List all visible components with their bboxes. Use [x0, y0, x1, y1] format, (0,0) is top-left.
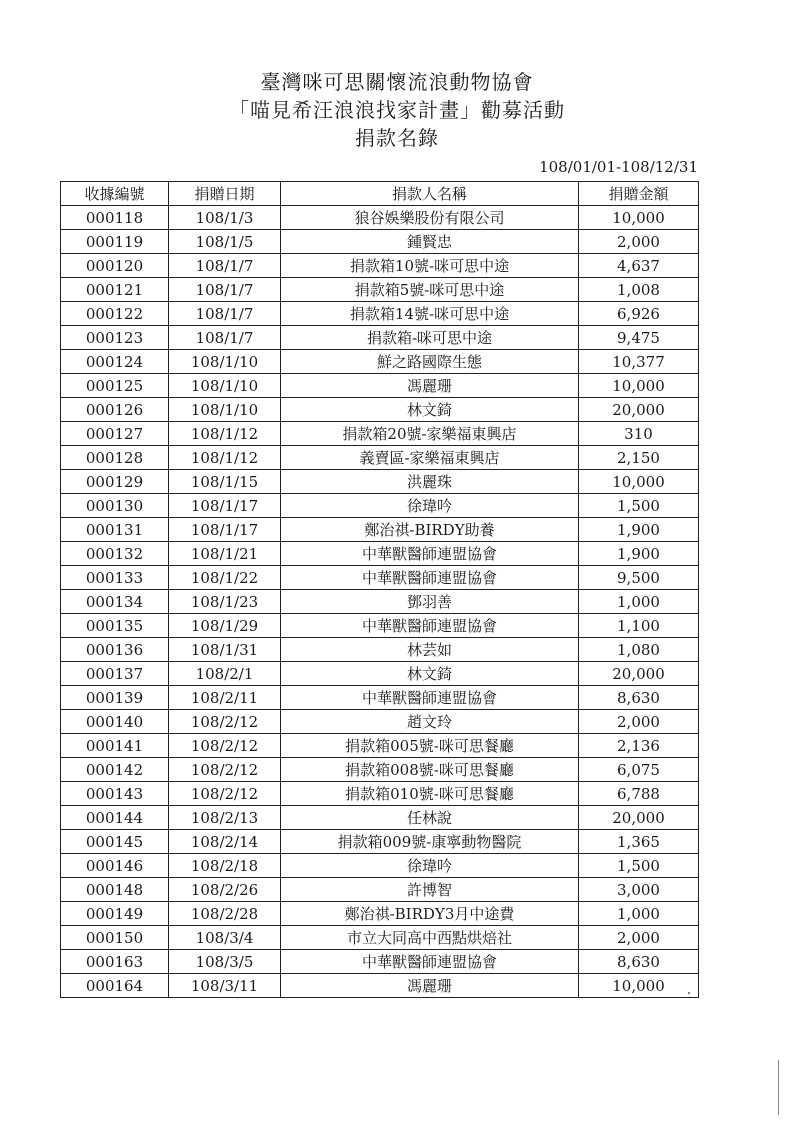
- table-row: [61, 782, 699, 806]
- table-row: [61, 494, 699, 518]
- donation-date-cell: 108/1/7: [169, 278, 281, 302]
- donor-name-cell: 鍾賢忠: [281, 230, 579, 254]
- donation-date-cell: 108/2/28: [169, 902, 281, 926]
- receipt-no-cell: 000129: [61, 470, 169, 494]
- donor-name-cell: 義賣區-家樂福東興店: [281, 446, 579, 470]
- receipt-no-cell: 000136: [61, 638, 169, 662]
- table-row: [61, 734, 699, 758]
- table-row: [61, 446, 699, 470]
- scan-speck: [688, 992, 690, 994]
- amount-cell: 6,926: [579, 302, 699, 326]
- table-row: [61, 206, 699, 230]
- amount-cell: 20,000: [579, 806, 699, 830]
- donor-name-cell: 捐款箱005號-咪可思餐廳: [281, 734, 579, 758]
- table-row: [61, 806, 699, 830]
- donation-date-cell: 108/2/12: [169, 734, 281, 758]
- donation-date-cell: 108/2/12: [169, 758, 281, 782]
- receipt-no-cell: 000125: [61, 374, 169, 398]
- donor-name-cell: 鄧羽善: [281, 590, 579, 614]
- donation-date-cell: 108/1/31: [169, 638, 281, 662]
- table-row: [61, 878, 699, 902]
- amount-cell: 8,630: [579, 950, 699, 974]
- table-row: [61, 974, 699, 998]
- receipt-no-cell: 000127: [61, 422, 169, 446]
- receipt-no-cell: 000140: [61, 710, 169, 734]
- receipt-no-cell: 000141: [61, 734, 169, 758]
- receipt-no-cell: 000134: [61, 590, 169, 614]
- donor-name-cell: 趙文玲: [281, 710, 579, 734]
- receipt-no-cell: 000137: [61, 662, 169, 686]
- amount-cell: 10,377: [579, 350, 699, 374]
- table-row: [61, 638, 699, 662]
- amount-cell: 10,000: [579, 374, 699, 398]
- table-row: [61, 470, 699, 494]
- donor-name-cell: 徐瑋吟: [281, 854, 579, 878]
- table-row: [61, 758, 699, 782]
- donation-date-cell: 108/1/7: [169, 254, 281, 278]
- amount-cell: 2,000: [579, 926, 699, 950]
- donation-date-cell: 108/1/10: [169, 350, 281, 374]
- receipt-no-cell: 000123: [61, 326, 169, 350]
- donor-name-cell: 市立大同高中西點烘焙社: [281, 926, 579, 950]
- campaign-title: 「喵見希汪浪浪找家計畫」勸募活動: [229, 98, 565, 122]
- table-row: [61, 422, 699, 446]
- table-row: [61, 902, 699, 926]
- donation-date-cell: 108/1/17: [169, 518, 281, 542]
- receipt-no-cell: 000133: [61, 566, 169, 590]
- table-row: [61, 278, 699, 302]
- donor-name-cell: 鄭治祺-BIRDY助養: [281, 518, 579, 542]
- amount-cell: 2,150: [579, 446, 699, 470]
- receipt-no-cell: 000139: [61, 686, 169, 710]
- donor-name-cell: 任林說: [281, 806, 579, 830]
- donor-name-cell: 狼谷娛樂股份有限公司: [281, 206, 579, 230]
- amount-cell: 10,000: [579, 206, 699, 230]
- donation-date-cell: 108/1/10: [169, 374, 281, 398]
- amount-cell: 4,637: [579, 254, 699, 278]
- donation-date-cell: 108/1/12: [169, 446, 281, 470]
- table-body: [61, 206, 699, 998]
- table-row: [61, 374, 699, 398]
- receipt-no-cell: 000145: [61, 830, 169, 854]
- table-row: [61, 254, 699, 278]
- table-row: [61, 302, 699, 326]
- table-row: [61, 518, 699, 542]
- donor-name-cell: 徐瑋吟: [281, 494, 579, 518]
- donor-name-cell: 中華獸醫師連盟協會: [281, 566, 579, 590]
- donation-date-cell: 108/1/29: [169, 614, 281, 638]
- table-row: [61, 614, 699, 638]
- amount-cell: 3,000: [579, 878, 699, 902]
- receipt-no-cell: 000124: [61, 350, 169, 374]
- table-row: [61, 686, 699, 710]
- amount-cell: 1,000: [579, 902, 699, 926]
- amount-cell: 6,075: [579, 758, 699, 782]
- donor-name-cell: 捐款箱5號-咪可思中途: [281, 278, 579, 302]
- donor-name-cell: 洪麗珠: [281, 470, 579, 494]
- table-row: [61, 230, 699, 254]
- receipt-no-cell: 000146: [61, 854, 169, 878]
- amount-cell: 1,500: [579, 854, 699, 878]
- donation-date-cell: 108/3/5: [169, 950, 281, 974]
- receipt-no-cell: 000149: [61, 902, 169, 926]
- donor-name-cell: 林文錡: [281, 398, 579, 422]
- receipt-no-cell: 000163: [61, 950, 169, 974]
- receipt-no-cell: 000148: [61, 878, 169, 902]
- donation-date-cell: 108/1/15: [169, 470, 281, 494]
- donation-date-cell: 108/1/23: [169, 590, 281, 614]
- donation-date-cell: 108/2/14: [169, 830, 281, 854]
- amount-cell: 1,100: [579, 614, 699, 638]
- receipt-no-cell: 000135: [61, 614, 169, 638]
- donation-date-cell: 108/1/21: [169, 542, 281, 566]
- donation-date-cell: 108/3/4: [169, 926, 281, 950]
- receipt-no-cell: 000142: [61, 758, 169, 782]
- amount-cell: 8,630: [579, 686, 699, 710]
- donor-name-cell: 許博智: [281, 878, 579, 902]
- table-row: [61, 830, 699, 854]
- amount-cell: 1,500: [579, 494, 699, 518]
- amount-cell: 1,900: [579, 518, 699, 542]
- donor-name-cell: 鄭治祺-BIRDY3月中途費: [281, 902, 579, 926]
- date-range: 108/01/01-108/12/31: [539, 158, 698, 176]
- table-row: [61, 566, 699, 590]
- column-header-receipt-no: 收據編號: [61, 182, 169, 206]
- donor-name-cell: 捐款箱-咪可思中途: [281, 326, 579, 350]
- amount-cell: 1,080: [579, 638, 699, 662]
- donor-name-cell: 捐款箱009號-康寧動物醫院: [281, 830, 579, 854]
- organization-name: 臺灣咪可思關懷流浪動物協會: [260, 70, 534, 94]
- amount-cell: 2,000: [579, 230, 699, 254]
- table-header-row: [61, 182, 699, 206]
- document-title: 捐款名錄: [355, 126, 439, 150]
- donation-date-cell: 108/2/12: [169, 782, 281, 806]
- receipt-no-cell: 000122: [61, 302, 169, 326]
- donation-date-cell: 108/1/17: [169, 494, 281, 518]
- receipt-no-cell: 000164: [61, 974, 169, 998]
- receipt-no-cell: 000121: [61, 278, 169, 302]
- donor-name-cell: 捐款箱10號-咪可思中途: [281, 254, 579, 278]
- donation-date-cell: 108/1/22: [169, 566, 281, 590]
- donation-date-cell: 108/1/10: [169, 398, 281, 422]
- table-row: [61, 350, 699, 374]
- donor-name-cell: 捐款箱20號-家樂福東興店: [281, 422, 579, 446]
- donation-date-cell: 108/2/11: [169, 686, 281, 710]
- receipt-no-cell: 000126: [61, 398, 169, 422]
- donor-name-cell: 捐款箱008號-咪可思餐廳: [281, 758, 579, 782]
- receipt-no-cell: 000128: [61, 446, 169, 470]
- donation-date-cell: 108/2/1: [169, 662, 281, 686]
- table-row: [61, 398, 699, 422]
- donor-name-cell: 中華獸醫師連盟協會: [281, 686, 579, 710]
- donation-date-cell: 108/3/11: [169, 974, 281, 998]
- donation-table: [60, 181, 699, 998]
- donation-date-cell: 108/2/12: [169, 710, 281, 734]
- donor-name-cell: 馮麗珊: [281, 974, 579, 998]
- donor-name-cell: 林文錡: [281, 662, 579, 686]
- donor-name-cell: 馮麗珊: [281, 374, 579, 398]
- donation-date-cell: 108/2/26: [169, 878, 281, 902]
- receipt-no-cell: 000120: [61, 254, 169, 278]
- amount-cell: 6,788: [579, 782, 699, 806]
- table-row: [61, 710, 699, 734]
- amount-cell: 2,000: [579, 710, 699, 734]
- receipt-no-cell: 000118: [61, 206, 169, 230]
- amount-cell: 1,008: [579, 278, 699, 302]
- donor-name-cell: 捐款箱14號-咪可思中途: [281, 302, 579, 326]
- receipt-no-cell: 000119: [61, 230, 169, 254]
- document-header: [0, 68, 794, 152]
- amount-cell: 1,900: [579, 542, 699, 566]
- donor-name-cell: 中華獸醫師連盟協會: [281, 950, 579, 974]
- donor-name-cell: 中華獸醫師連盟協會: [281, 542, 579, 566]
- table-row: [61, 542, 699, 566]
- donor-name-cell: 林芸如: [281, 638, 579, 662]
- column-header-donation-date: 捐贈日期: [169, 182, 281, 206]
- amount-cell: 310: [579, 422, 699, 446]
- donation-date-cell: 108/2/13: [169, 806, 281, 830]
- donor-name-cell: 鮮之路國際生態: [281, 350, 579, 374]
- amount-cell: 20,000: [579, 662, 699, 686]
- amount-cell: 9,500: [579, 566, 699, 590]
- table-row: [61, 326, 699, 350]
- receipt-no-cell: 000130: [61, 494, 169, 518]
- donor-name-cell: 捐款箱010號-咪可思餐廳: [281, 782, 579, 806]
- donation-date-cell: 108/1/3: [169, 206, 281, 230]
- receipt-no-cell: 000150: [61, 926, 169, 950]
- scan-edge-mark: [778, 1060, 779, 1115]
- receipt-no-cell: 000131: [61, 518, 169, 542]
- table-row: [61, 854, 699, 878]
- amount-cell: 20,000: [579, 398, 699, 422]
- amount-cell: 10,000: [579, 470, 699, 494]
- column-header-amount: 捐贈金額: [579, 182, 699, 206]
- donation-date-cell: 108/2/18: [169, 854, 281, 878]
- amount-cell: 9,475: [579, 326, 699, 350]
- table-row: [61, 950, 699, 974]
- receipt-no-cell: 000144: [61, 806, 169, 830]
- donor-name-cell: 中華獸醫師連盟協會: [281, 614, 579, 638]
- receipt-no-cell: 000132: [61, 542, 169, 566]
- donation-date-cell: 108/1/12: [169, 422, 281, 446]
- amount-cell: 10,000: [579, 974, 699, 998]
- table-row: [61, 926, 699, 950]
- donation-date-cell: 108/1/7: [169, 302, 281, 326]
- amount-cell: 1,365: [579, 830, 699, 854]
- amount-cell: 1,000: [579, 590, 699, 614]
- donation-date-cell: 108/1/5: [169, 230, 281, 254]
- table-row: [61, 662, 699, 686]
- column-header-donor-name: 捐款人名稱: [281, 182, 579, 206]
- receipt-no-cell: 000143: [61, 782, 169, 806]
- amount-cell: 2,136: [579, 734, 699, 758]
- table-row: [61, 590, 699, 614]
- donation-date-cell: 108/1/7: [169, 326, 281, 350]
